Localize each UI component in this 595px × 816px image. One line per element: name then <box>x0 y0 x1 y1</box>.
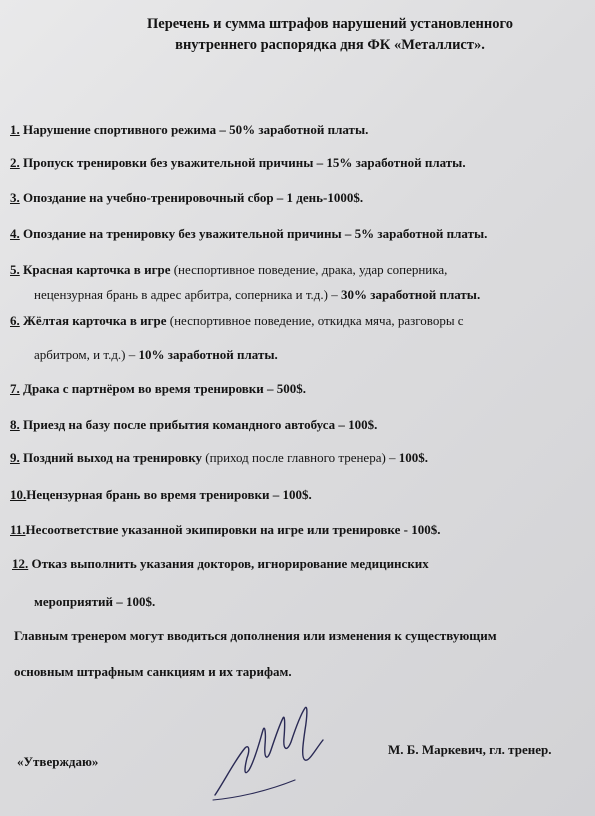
item-number: 8. <box>10 417 20 432</box>
item-text: Опоздание на учебно-тренировочный сбор – 1 день-1000$. <box>23 190 364 205</box>
title-line-1: Перечень и сумма штрафов нарушений установленного <box>147 16 513 32</box>
item-number: 1. <box>10 122 20 137</box>
item-tail: 10% заработной платы. <box>138 347 278 362</box>
list-item <box>10 417 377 433</box>
item-note: (неспортивное поведение, откидка мяча, разговоры с <box>169 313 464 328</box>
title-line-2: внутреннего распорядка дня ФК «Металлист». <box>175 37 485 53</box>
item-head: Красная карточка в игре <box>23 262 171 277</box>
footer-paragraph-line-1: Главным тренером могут вводиться дополнения или изменения к существующим <box>14 628 497 643</box>
signature-image <box>205 700 335 810</box>
document-title <box>100 14 560 56</box>
list-item-continuation <box>34 594 155 610</box>
list-item-continuation <box>34 287 480 303</box>
item-text: Драка с партнёром во время тренировки – 500$. <box>23 381 307 396</box>
list-item <box>10 226 487 242</box>
list-item-continuation <box>34 347 278 363</box>
item-text: Нарушение спортивного режима – 50% заработной платы. <box>23 122 369 137</box>
list-item <box>10 313 464 329</box>
item-number: 2. <box>10 155 20 170</box>
item-text: Приезд на базу после прибытия командного автобуса – 100$. <box>23 417 378 432</box>
item-note: (неспортивное поведение, драка, удар соперника, <box>173 262 448 277</box>
list-item <box>10 262 447 278</box>
footer-paragraph-line-2: основным штрафным санкциям и их тарифам. <box>14 664 292 679</box>
list-item <box>10 450 428 466</box>
item-text-continued: мероприятий – 100$. <box>34 594 156 609</box>
approval-label: «Утверждаю» <box>17 754 99 769</box>
item-number: 6. <box>10 313 20 328</box>
item-head: Поздний выход на тренировку <box>23 450 203 465</box>
item-text: Опоздание на тренировку без уважительной причины – 5% заработной платы. <box>23 226 488 241</box>
list-item <box>12 556 429 572</box>
coach-signature-name: М. Б. Маркевич, гл. тренер. <box>388 742 552 757</box>
item-text: Нецензурная брань во время тренировки – 100$. <box>26 487 312 502</box>
item-text: Пропуск тренировки без уважительной причины – 15% заработной платы. <box>23 155 466 170</box>
item-note: арбитром, и т.д.) – <box>34 347 136 362</box>
item-tail: 30% заработной платы. <box>341 287 481 302</box>
item-text: Отказ выполнить указания докторов, игнорирование медицинских <box>31 556 429 571</box>
item-note: нецензурная брань в адрес арбитра, соперника и т.д.) – <box>34 287 338 302</box>
list-item <box>10 522 440 538</box>
list-item <box>10 122 368 138</box>
item-tail: 100$. <box>398 450 429 465</box>
item-number: 9. <box>10 450 20 465</box>
list-item <box>10 381 306 397</box>
item-number: 3. <box>10 190 20 205</box>
item-number: 7. <box>10 381 20 396</box>
item-head: Жёлтая карточка в игре <box>23 313 167 328</box>
item-number: 4. <box>10 226 20 241</box>
list-item <box>10 487 312 503</box>
item-number: 10. <box>10 487 27 502</box>
list-item <box>10 155 466 171</box>
item-number: 11. <box>10 522 26 537</box>
item-number: 5. <box>10 262 20 277</box>
item-note: (приход после главного тренера) – <box>205 450 396 465</box>
list-item <box>10 190 363 206</box>
item-text: Несоответствие указанной экипировки на игре или тренировке - 100$. <box>25 522 441 537</box>
item-number: 12. <box>12 556 29 571</box>
